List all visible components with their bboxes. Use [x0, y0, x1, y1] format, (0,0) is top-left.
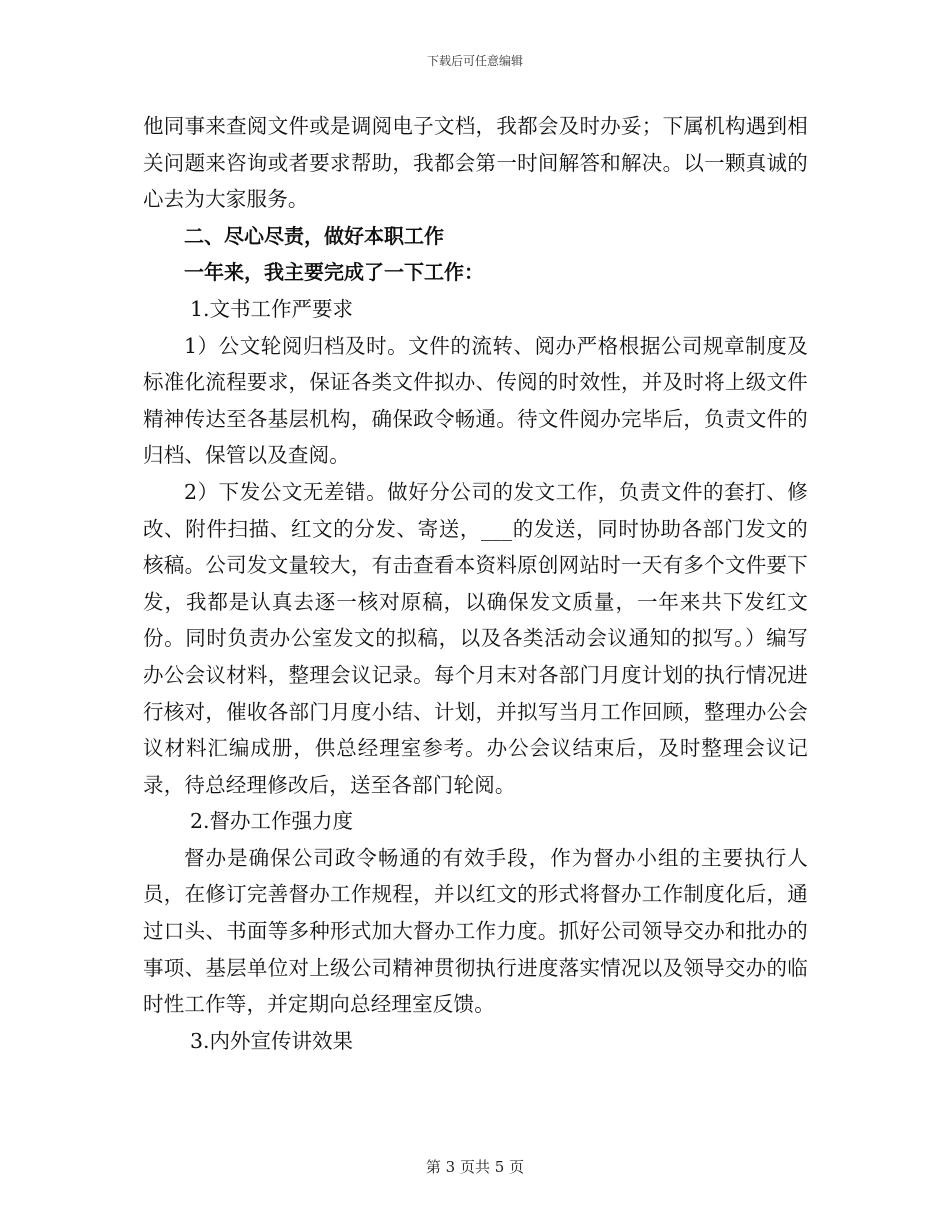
paragraph-continuation: 他同事来查阅文件或是调阅电子文档，我都会及时办妥；下属机构遇到相关问题来咨询或者要求帮助，我都会第一时间解答和解决。以一颗真诚的心去为大家服务。: [143, 114, 808, 212]
paragraph-supervision: 督办是确保公司政令畅通的有效手段，作为督办小组的主要执行人员，在修订完善督办工作规程，并以红文的形式将督办工作制度化后，通过口头、书面等多种形式加大督办工作力度。抓好公司领导交办和批办的事项、基层单位对上级公司精神贯彻执行进度落实情况以及领导交办的临时性工作等，并定期向总经理室反馈。: [143, 845, 808, 1017]
document-body: [143, 108, 808, 1059]
subsection-title-2: 2.督办工作强力度: [190, 809, 354, 834]
section-intro-heading: 一年来，我主要完成了一下工作：: [184, 260, 484, 285]
page-header: 下载后可任意编辑: [426, 54, 523, 68]
subsection-title-3: 3.内外宣传讲效果: [190, 1028, 354, 1053]
paragraph-document-archiving: 1）公文轮阅归档及时。文件的流转、阅办严格根据公司规章制度及标准化流程要求，保证各类文件拟办、传阅的时效性，并及时将上级文件精神传达至各基层机构，确保政令畅通。待文件阅办完毕后，负责文件的归档、保管以及查阅。: [143, 333, 808, 468]
section-heading: 二、尽心尽责，做好本职工作: [184, 223, 444, 248]
page-footer: 第 3 页共 5 页: [425, 1158, 525, 1176]
subsection-title-1: 1.文书工作严要求: [190, 296, 354, 321]
paragraph-document-issuing: 2）下发公文无差错。做好分公司的发文工作，负责文件的套打、修改、附件扫描、红文的分发、寄送，___的发送，同时协助各部门发文的核稿。公司发文量较大，有击查看本资料原创网站时一天有多个文件要下发，我都是认真去逐一核对原稿，以确保发文质量，一年来共下发红文份。同时负责办公室发文的拟稿，以及各类活动会议通知的拟写。）编写办公会议材料，整理会议记录。每个月末对各部门月度计划的执行情况进行核对，催收各部门月度小结、计划，并拟写当月工作回顾，整理办公会议材料汇编成册，供总经理室参考。办公会议结束后，及时整理会议记录，待总经理修改后，送至各部门轮阅。: [143, 479, 808, 797]
